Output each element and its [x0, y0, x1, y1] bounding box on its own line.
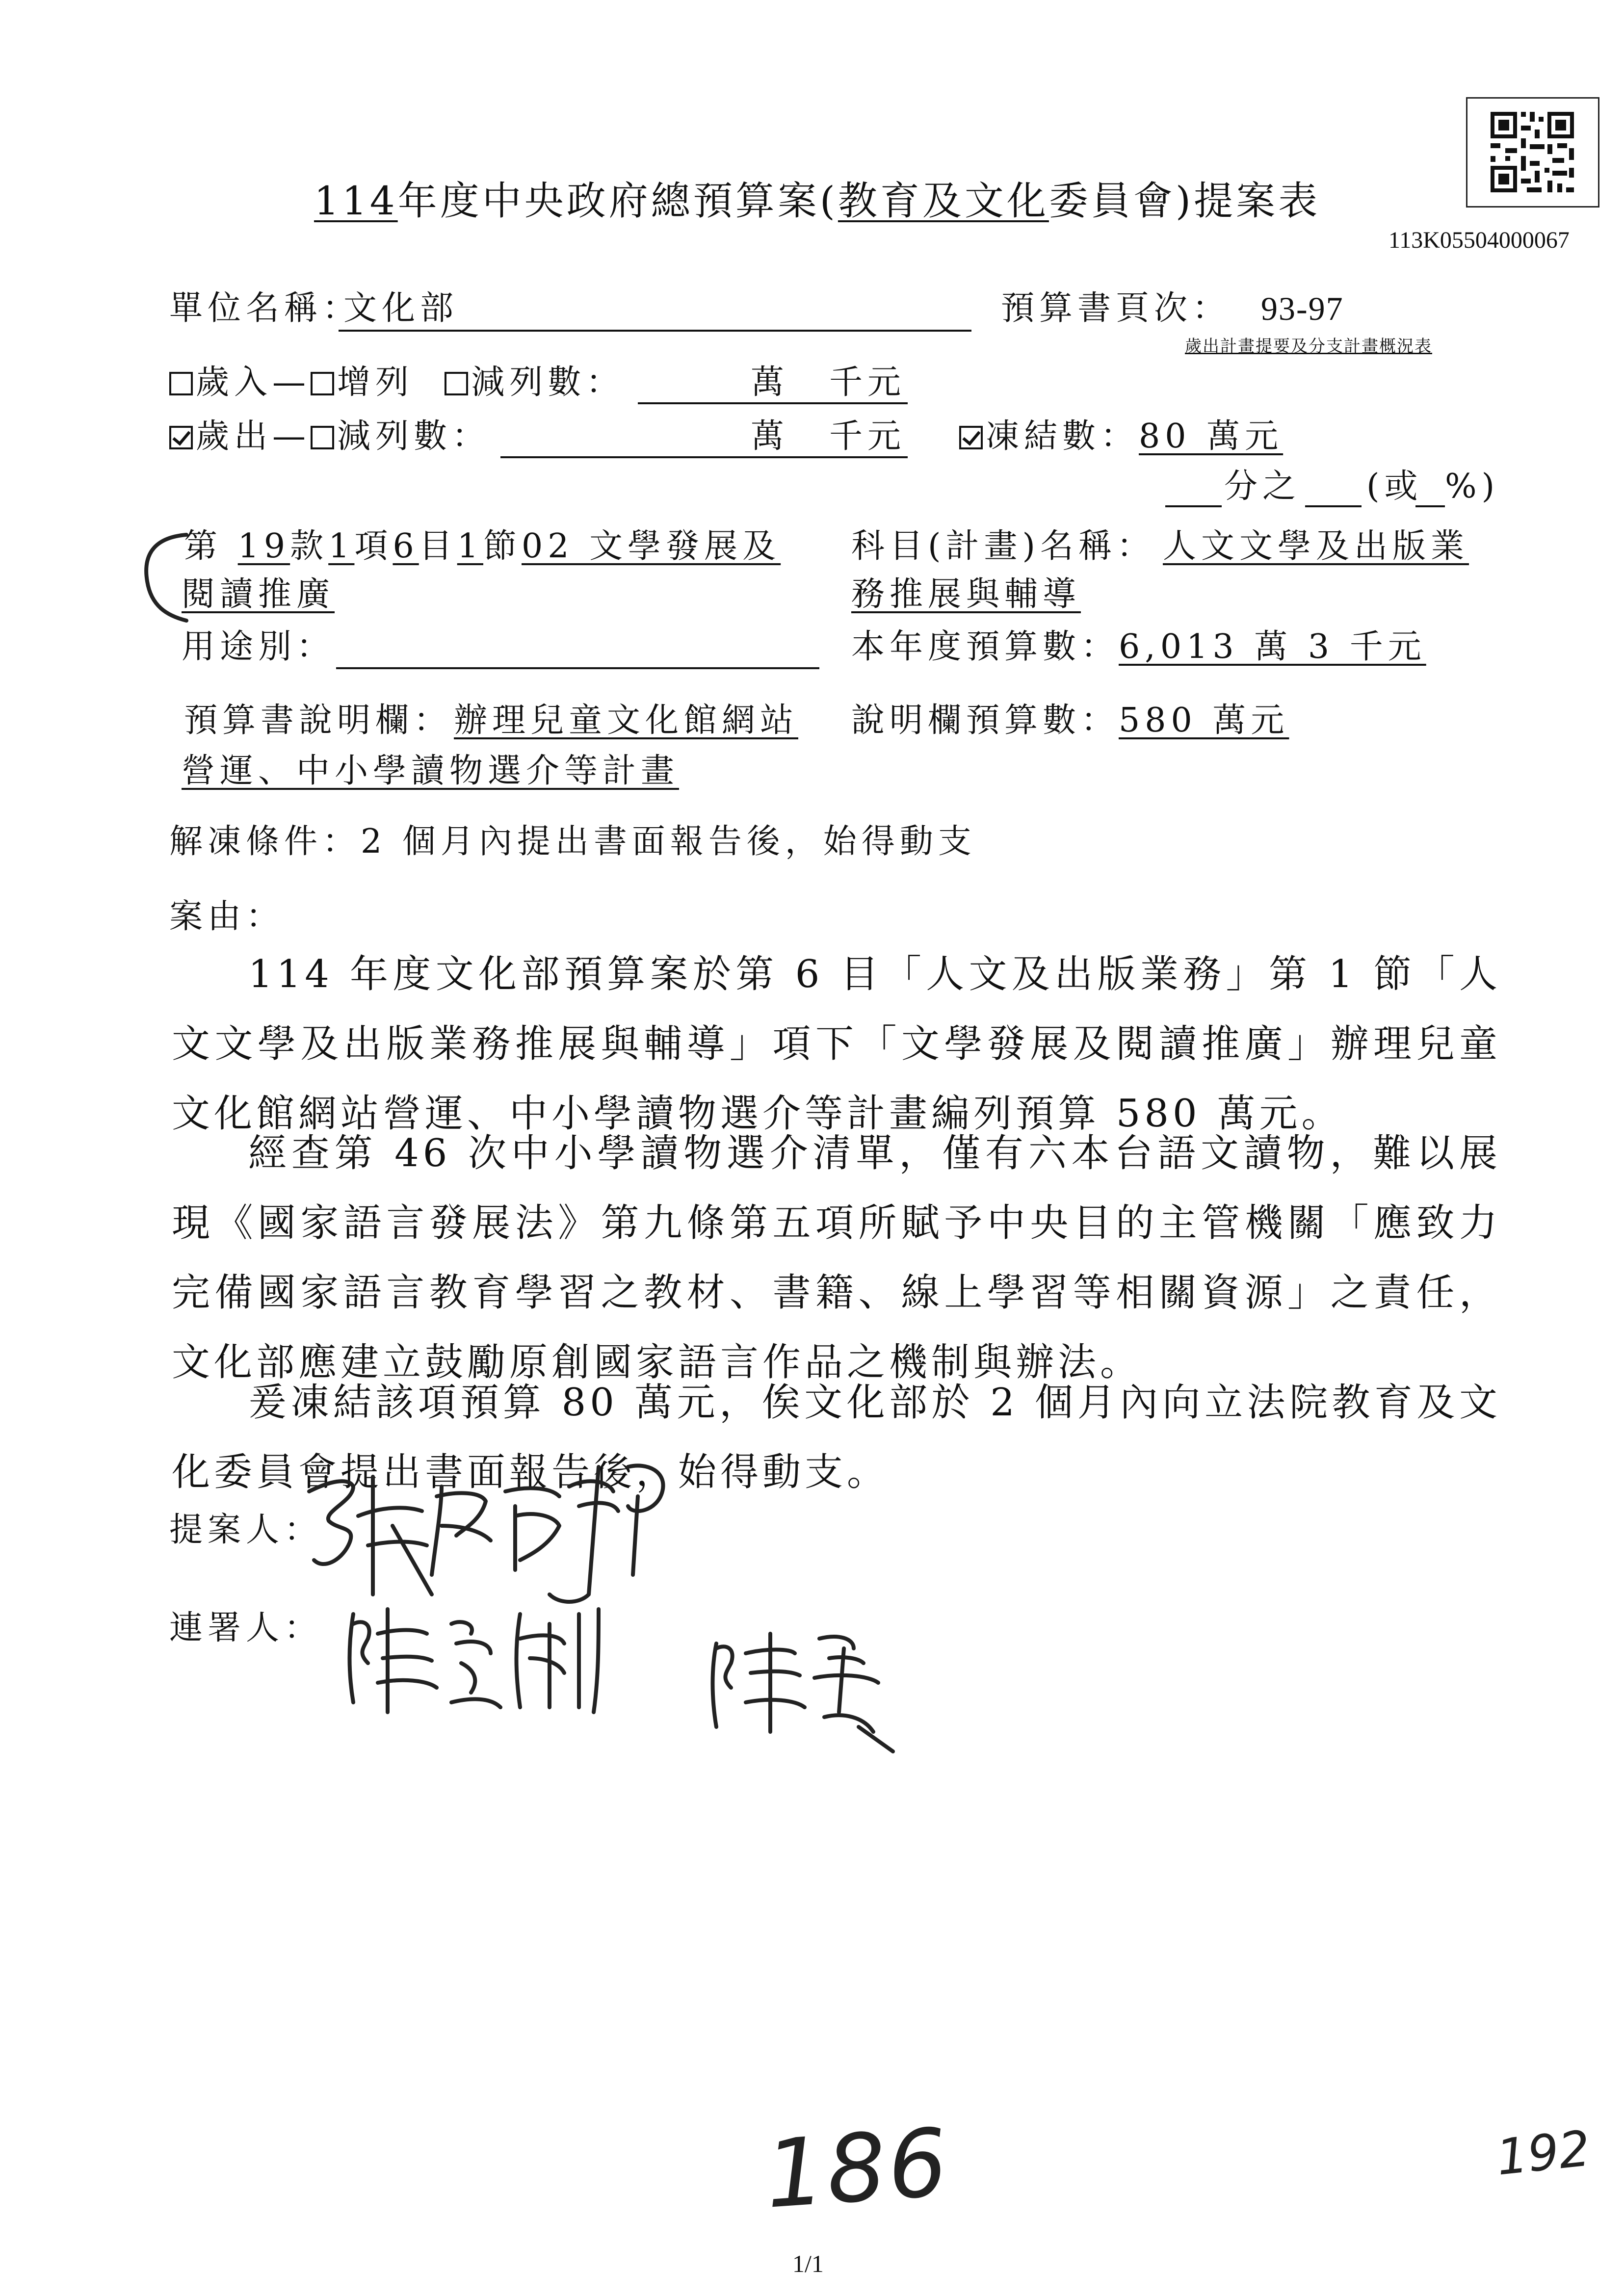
subject-line-2: 務推展與輔導	[851, 575, 1081, 614]
fraction-text: 分之	[1224, 467, 1301, 506]
fraction-blank-1	[1165, 505, 1222, 507]
page-label: 預算書頁次：	[1001, 289, 1231, 328]
revenue-decrease-label: 減列數：	[471, 363, 625, 402]
title-post: 委員會)提案表	[1048, 178, 1321, 224]
freeze-label: 凍結數：	[986, 417, 1139, 456]
proposer-label: 提案人：	[169, 1511, 323, 1549]
desc-budget-value: 580 萬元	[1119, 701, 1289, 740]
expense-qian: 千元	[829, 417, 906, 456]
page-value: 93-97	[1261, 290, 1344, 327]
usage-label: 用途別：	[182, 627, 335, 666]
revenue-increase-label: 增列	[337, 363, 414, 402]
subject-label: 科目(計畫)名稱：	[851, 527, 1155, 566]
budget-item	[184, 527, 781, 566]
page-footer: 1/1	[792, 2250, 824, 2277]
revenue-row	[169, 363, 625, 402]
revenue-wan: 萬	[751, 363, 789, 402]
reason-paragraph-3: 爰凍結該項預算 80 萬元，俟文化部於 2 個月內向立法院教育及文化委員會提出書面報告後，始得動支。	[172, 1381, 1501, 1494]
expense-checkbox[interactable]	[169, 426, 193, 449]
unit-value: 文化部	[343, 289, 459, 328]
revenue-qian: 千元	[829, 363, 906, 402]
item-mu: 6	[393, 527, 419, 566]
item-jie: 1	[457, 527, 484, 566]
handwritten-corner-number: 192	[1493, 2119, 1593, 2187]
budget-value: 6,013 萬 3 千元	[1119, 627, 1426, 666]
revenue-amount-underline	[638, 402, 908, 404]
fraction-blank-2	[1305, 505, 1362, 507]
document-title	[314, 178, 1321, 224]
expense-wan: 萬	[751, 417, 789, 456]
unit-label: 單位名稱：	[169, 289, 361, 328]
item-xiang-t: 項	[354, 527, 393, 566]
qr-code	[1466, 97, 1599, 208]
freeze-row	[959, 417, 1283, 456]
item-kuan: 19	[237, 527, 290, 566]
item-prefix: 第	[184, 527, 223, 566]
revenue-prefix: 歲入—	[196, 363, 311, 402]
freeze-checkbox[interactable]	[959, 426, 983, 449]
desc-label: 預算書說明欄：	[184, 701, 452, 740]
reason-paragraph-2: 經查第 46 次中小學讀物選介清單，僅有六本台語文讀物，難以展現《國家語言發展法》第九條第五項所賦予中央目的主管機關「應致力完備國家語言教育學習之教材、書籍、線上學習等相關資源」之責任，文化部應建立鼓勵原創國家語言作品之機制與辦法。	[172, 1131, 1501, 1384]
expense-prefix: 歲出—	[196, 417, 311, 456]
proposer-signature	[294, 1447, 697, 1609]
desc-line-2: 營運、中小學讀物選介等計畫	[182, 752, 680, 790]
unit-underline	[339, 330, 971, 332]
title-pre: 年度中央政府總預算案(	[397, 178, 838, 224]
expense-decrease-checkbox[interactable]	[311, 426, 334, 449]
desc-line-1: 辦理兒童文化館網站	[454, 701, 799, 740]
item-code: 02 文學發展及	[522, 527, 781, 566]
expense-row	[169, 417, 491, 456]
fraction-percent: %)	[1445, 467, 1500, 506]
reason-label: 案由：	[169, 897, 285, 936]
expense-amount-underline	[500, 456, 908, 458]
item-line-2: 閱讀推廣	[182, 575, 335, 614]
document-code: 113K05504000067	[1388, 227, 1570, 253]
reason-paragraph-1: 114 年度文化部預算案於第 6 目「人文及出版業務」第 1 節「人文文學及出版業務推展與輔導」項下「文學發展及閱讀推廣」辦理兒童文化館網站營運、中小學讀物選介等計畫編列預算 580 萬元。	[172, 952, 1501, 1136]
item-mu-t: 目	[419, 527, 457, 566]
budget-label: 本年度預算數：	[851, 627, 1120, 666]
title-committee: 教育及文化	[838, 178, 1049, 224]
freeze-value: 80 萬元	[1139, 417, 1283, 456]
item-xiang: 1	[328, 527, 355, 566]
desc-budget-label: 說明欄預算數：	[851, 701, 1120, 740]
item-kuan-t: 款	[290, 527, 329, 566]
usage-underline	[336, 667, 819, 669]
item-jie-t: 節	[483, 527, 522, 566]
revenue-decrease-checkbox[interactable]	[445, 372, 468, 395]
revenue-increase-checkbox[interactable]	[311, 372, 334, 395]
fraction-or: (或	[1366, 467, 1423, 506]
cosigner-label: 連署人：	[169, 1609, 323, 1647]
subject-line-1: 人文文學及出版業	[1163, 527, 1469, 566]
fraction-blank-3	[1415, 505, 1445, 507]
title-year: 114	[314, 178, 398, 224]
handwritten-page-number: 186	[761, 2108, 953, 2229]
unfreeze-condition: 解凍條件：2 個月內提出書面報告後，始得動支	[169, 822, 976, 861]
expense-decrease-label: 減列數：	[337, 417, 491, 456]
page-note: 歲出計畫提要及分支計畫概況表	[1185, 337, 1432, 356]
revenue-checkbox[interactable]	[169, 372, 193, 395]
